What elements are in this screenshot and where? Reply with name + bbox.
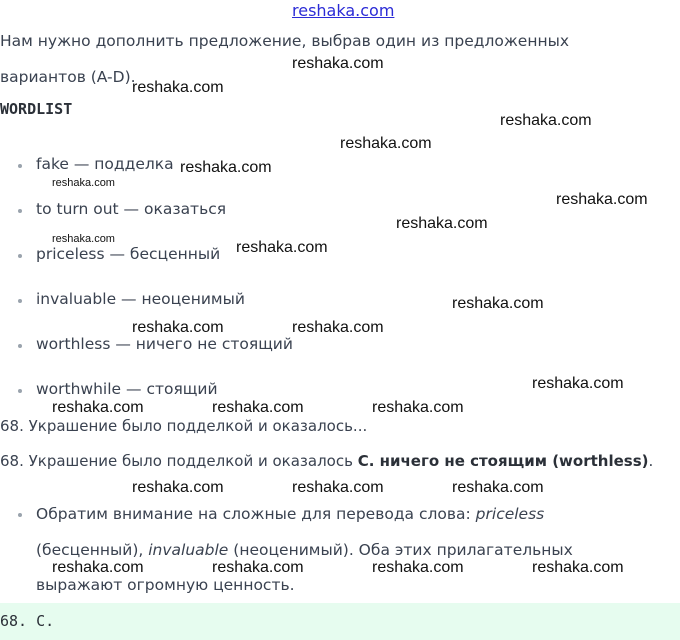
intro-line-2: вариантов (A-D). [0, 68, 136, 86]
bullet-dot [18, 513, 22, 517]
bullet-dot [18, 389, 22, 393]
note-text: Обратим внимание на сложные для перевода слова: [36, 505, 476, 523]
wordlist-item: to turn out — оказаться [36, 200, 227, 218]
bullet-dot [18, 299, 22, 303]
note-line-3: выражают огромную ценность. [36, 576, 295, 594]
bullet-dot [18, 164, 22, 168]
watermark: reshaka.com [372, 559, 464, 576]
watermark: reshaka.com [52, 177, 115, 189]
watermark: reshaka.com [52, 559, 144, 576]
watermark: reshaka.com [452, 295, 544, 312]
watermark: reshaka.com [532, 559, 624, 576]
wordlist-item: worthless — ничего не стоящий [36, 335, 293, 353]
note-text: (бесценный), [36, 541, 149, 559]
watermark: reshaka.com [236, 239, 328, 256]
wordlist-item: worthwhile — стоящий [36, 380, 218, 398]
solution-suffix: . [648, 452, 654, 470]
watermark: reshaka.com [372, 399, 464, 416]
note-line-1 [36, 505, 544, 523]
watermark: reshaka.com [212, 559, 304, 576]
site-link[interactable]: reshaka.com [292, 1, 395, 20]
watermark: reshaka.com [292, 55, 384, 72]
watermark: reshaka.com [340, 135, 432, 152]
watermark: reshaka.com [532, 375, 624, 392]
watermark: reshaka.com [556, 191, 648, 208]
watermark: reshaka.com [500, 112, 592, 129]
bullet-dot [18, 209, 22, 213]
watermark: reshaka.com [292, 479, 384, 496]
final-answer: 68. C. [0, 612, 55, 630]
watermark: reshaka.com [292, 319, 384, 336]
bullet-dot [18, 254, 22, 258]
solution-answer: C. ничего не стоящим (worthless) [357, 452, 649, 470]
bullet-dot [18, 344, 22, 348]
wordlist-item: fake — подделка [36, 155, 174, 173]
watermark: reshaka.com [396, 215, 488, 232]
note-word-invaluable: invaluable [148, 541, 229, 559]
answer-box [0, 603, 680, 640]
intro-line-1: Нам нужно дополнить предложение, выбрав один из предложенных [0, 32, 570, 50]
watermark: reshaka.com [212, 399, 304, 416]
wordlist-item: invaluable — неоценимый [36, 290, 245, 308]
wordlist-heading: WORDLIST [0, 100, 73, 118]
watermark: reshaka.com [52, 399, 144, 416]
note-text: (неоценимый). Оба этих прилагательных [228, 541, 573, 559]
solution-line [0, 452, 653, 470]
watermark: reshaka.com [52, 233, 115, 245]
note-word-priceless: priceless [475, 505, 545, 523]
watermark: reshaka.com [132, 79, 224, 96]
watermark: reshaka.com [452, 479, 544, 496]
note-line-2 [36, 541, 573, 559]
watermark: reshaka.com [132, 479, 224, 496]
watermark: reshaka.com [132, 319, 224, 336]
question: 68. Украшение было подделкой и оказалось... [0, 417, 368, 435]
solution-prefix: 68. Украшение было подделкой и оказалось [0, 452, 358, 470]
wordlist-item: priceless — бесценный [36, 245, 221, 263]
watermark: reshaka.com [180, 159, 272, 176]
